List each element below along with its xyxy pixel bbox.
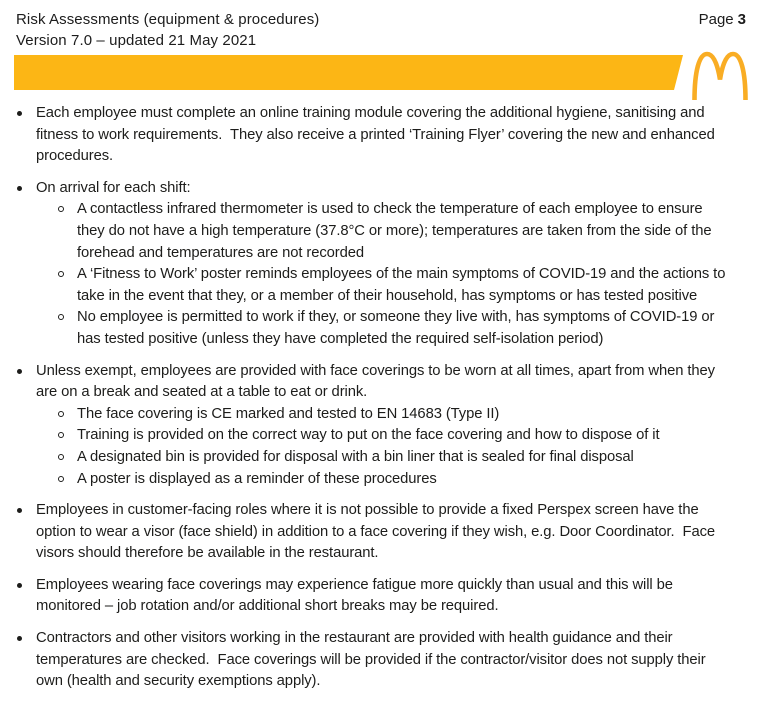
- sub-bullet-text: The face covering is CE marked and tested to EN 14683 (Type II): [77, 405, 500, 422]
- sub-bullet-circle-icon: [58, 206, 64, 212]
- sub-bullet-text: No employee is permitted to work if they, or someone they live with, has symptoms of COVID-19 or has tested positive (unless they have completed the required self-isolation period): [77, 309, 719, 347]
- bullet-item: [36, 103, 732, 168]
- bullet-text: Unless exempt, employees are provided with face coverings to be worn at all times, apart from when they are on a break and seated at a table to eat or drink.: [36, 362, 719, 401]
- bullet-list: [0, 103, 778, 703]
- sub-bullet-item: [77, 264, 732, 307]
- page-number-value: 3: [737, 11, 746, 28]
- bullet-dot-icon: [17, 186, 22, 191]
- bullet-dot-icon: [17, 583, 22, 588]
- bullet-item: [36, 178, 732, 351]
- bullet-dot-icon: [17, 111, 22, 116]
- sub-bullet-item: [77, 199, 732, 264]
- bullet-dot-icon: [17, 636, 22, 641]
- bullet-item: [36, 628, 732, 693]
- bullet-text: Employees wearing face coverings may experience fatigue more quickly than usual and this will be monitored – job rotation and/or additional short breaks may be required.: [36, 576, 677, 615]
- bullet-dot-icon: [17, 508, 22, 513]
- yellow-banner: [14, 55, 683, 90]
- sub-bullet-circle-icon: [58, 314, 64, 320]
- sub-bullet-item: [77, 307, 732, 350]
- document-title: Risk Assessments (equipment & procedures): [16, 11, 320, 28]
- sub-bullet-text: A contactless infrared thermometer is used to check the temperature of each employee to ensure they do not have a high temperature (37.8°C or more); temperatures are taken from the side of the forehead and temperatures are not recorded: [77, 201, 716, 261]
- bullet-item: [36, 500, 732, 565]
- bullet-text: On arrival for each shift:: [36, 179, 191, 196]
- bullet-item: [36, 575, 732, 618]
- sub-bullet-circle-icon: [58, 411, 64, 417]
- mcdonalds-golden-arches-icon: [691, 51, 749, 100]
- page-label: Page: [698, 11, 734, 28]
- sub-bullet-text: A designated bin is provided for disposal with a bin liner that is sealed for final disposal: [77, 448, 634, 465]
- sub-bullet-circle-icon: [58, 454, 64, 460]
- sub-bullet-text: A poster is displayed as a reminder of these procedures: [77, 470, 437, 487]
- sub-bullet-item: [77, 469, 732, 491]
- bullet-text: Employees in customer-facing roles where it is not possible to provide a fixed Perspex screen have the option to wear a visor (face shield) in addition to a face covering if they wish, e.g. Door Coordinator. Face visors should therefore be available in the restaurant.: [36, 502, 720, 562]
- page-header: [0, 0, 778, 51]
- sub-bullet-circle-icon: [58, 271, 64, 277]
- sub-bullet-circle-icon: [58, 476, 64, 482]
- sub-bullet-item: [77, 404, 732, 426]
- bullet-text: Each employee must complete an online training module covering the additional hygiene, sanitising and fitness to work requirements. They also receive a printed ‘Training Flyer’ covering the new and enhanced procedures.: [36, 105, 719, 165]
- page-number: [699, 11, 746, 28]
- sub-bullet-text: A ‘Fitness to Work’ poster reminds employees of the main symptoms of COVID-19 and the actions to take in the event that they, or a member of their household, has symptoms or has tested positive: [77, 266, 730, 304]
- sub-bullet-text: Training is provided on the correct way to put on the face covering and how to dispose of it: [77, 427, 660, 444]
- sub-bullet-item: [77, 425, 732, 447]
- version-line: Version 7.0 – updated 21 May 2021: [16, 32, 257, 49]
- bullet-dot-icon: [17, 369, 22, 374]
- bullet-item: [36, 361, 732, 491]
- sub-bullet-circle-icon: [58, 432, 64, 438]
- sub-bullet-item: [77, 447, 732, 469]
- bullet-text: Contractors and other visitors working in the restaurant are provided with health guidance and their temperatures are checked. Face coverings will be provided if the contractor/visitor does not supply their own (health and security exemptions apply).: [36, 630, 710, 690]
